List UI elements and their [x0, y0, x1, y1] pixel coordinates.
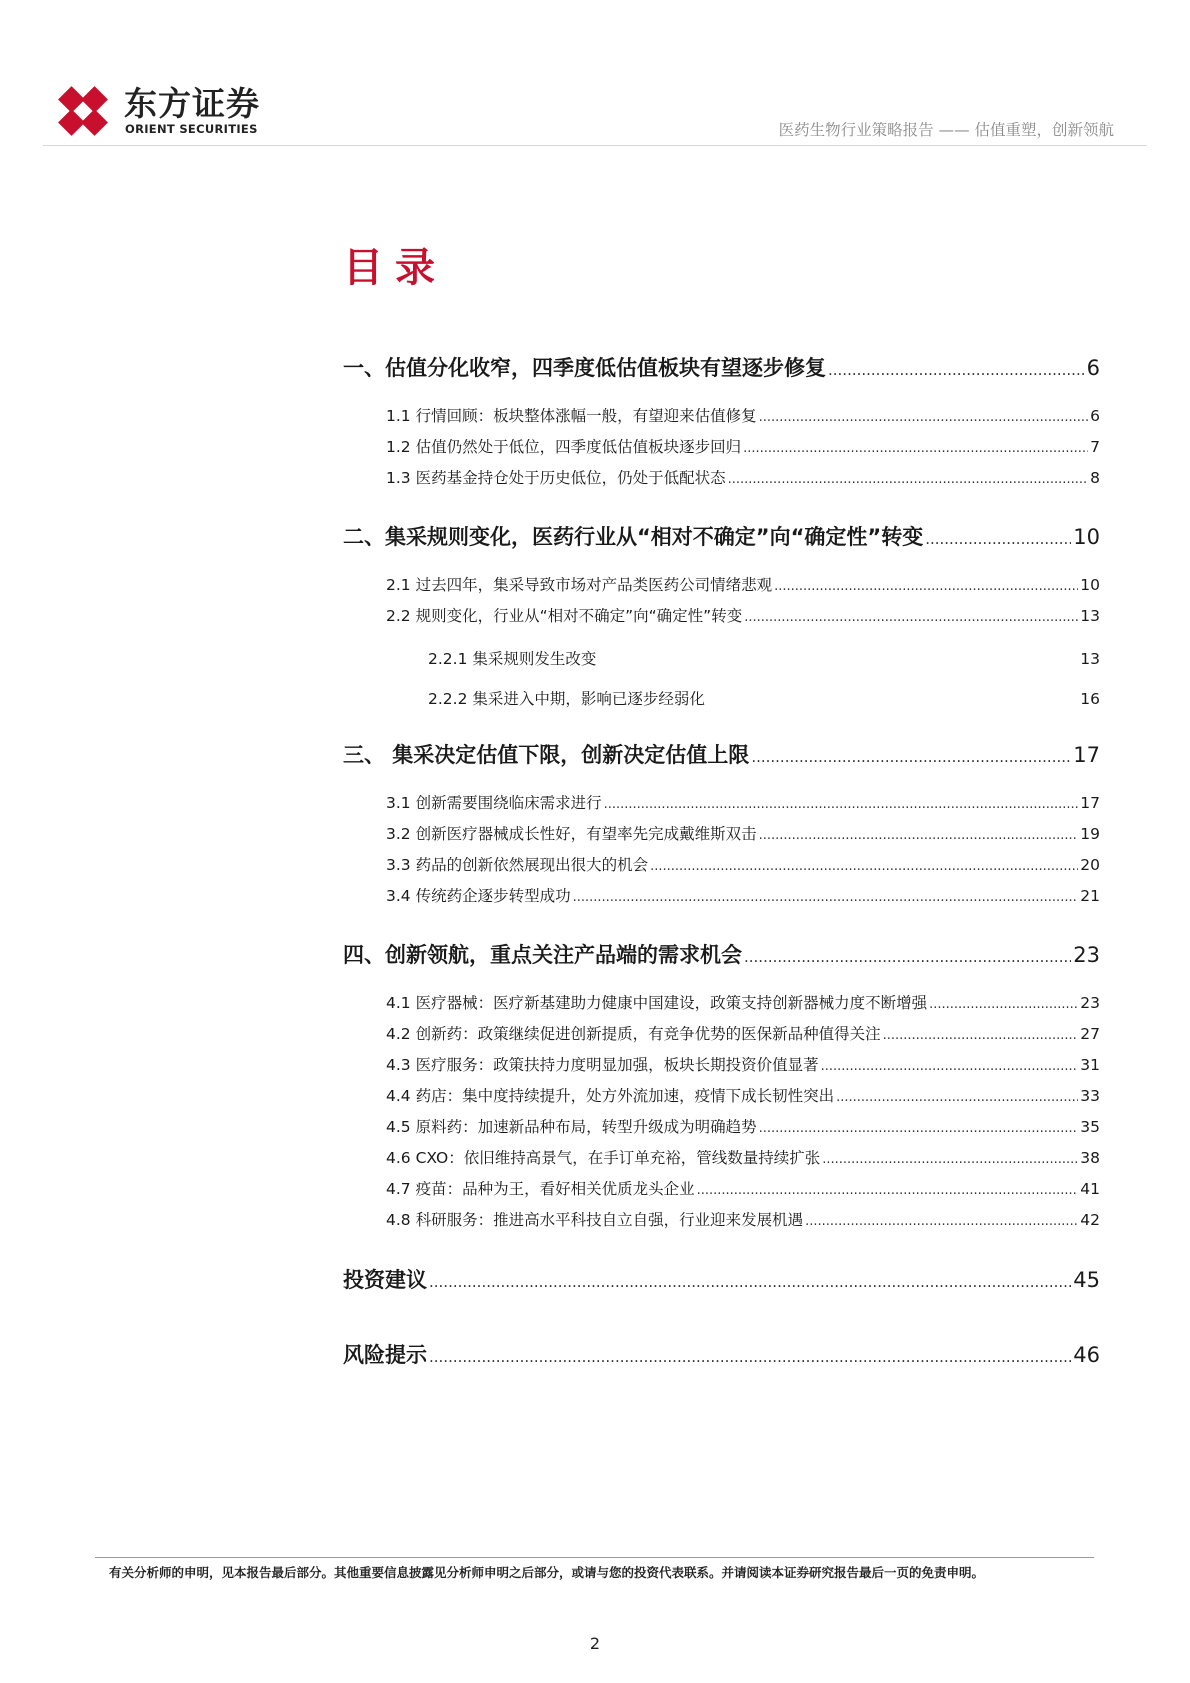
- toc-entry-level2[interactable]: [386, 1208, 1100, 1230]
- toc-entry-level2[interactable]: [386, 991, 1100, 1013]
- toc-entry-title: 4.3 医疗服务：政策扶持力度明显加强，板块长期投资价值显著: [386, 1056, 819, 1074]
- orient-securities-logo-icon: [56, 84, 110, 138]
- toc-entry-page: 17: [1073, 743, 1100, 767]
- page-number: 2: [589, 1634, 601, 1653]
- toc-dot-leader: [929, 997, 1078, 1012]
- toc-entry-page: 38: [1080, 1149, 1100, 1167]
- toc-entry-title: 4.7 疫苗：品种为王，看好相关优质龙头企业: [386, 1180, 695, 1198]
- toc-dot-leader: [604, 797, 1079, 812]
- toc-entry-title: 1.2 估值仍然处于低位，四季度低估值板块逐步回归: [386, 438, 742, 456]
- toc-entry-title: 3.1 创新需要围绕临床需求进行: [386, 794, 602, 812]
- toc-entry-title: 投资建议: [343, 1268, 427, 1292]
- footer-disclaimer: 有关分析师的申明，见本报告最后部分。其他重要信息披露见分析师申明之后部分，或请与您的投资代表联系。并请阅读本证券研究报告最后一页的免责申明。: [109, 1565, 985, 1580]
- toc-entry-level2[interactable]: [386, 404, 1100, 426]
- toc-entry-title: 3.4 传统药企逐步转型成功: [386, 887, 571, 905]
- toc-entry-title: 2.2.1 集采规则发生改变: [428, 650, 597, 668]
- toc-entry-level1[interactable]: [343, 521, 1100, 551]
- toc-entry-page: 23: [1080, 994, 1100, 1012]
- toc-entry-title: 二、集采规则变化，医药行业从“相对不确定”向“确定性”转变: [343, 525, 924, 549]
- toc-entry-title: 三、 集采决定估值下限，创新决定估值上限: [343, 743, 750, 767]
- toc-entry-page: 41: [1080, 1180, 1100, 1198]
- toc-entry-title: 4.6 CXO：依旧维持高景气，在手订单充裕，管线数量持续扩张: [386, 1149, 821, 1167]
- toc-dot-leader: [759, 410, 1089, 425]
- toc-entry-level2[interactable]: [386, 1084, 1100, 1106]
- toc-dot-leader: [650, 859, 1078, 874]
- toc-entry-title: 四、创新领航，重点关注产品端的需求机会: [343, 943, 742, 967]
- brand-name-en: ORIENT SECURITIES: [125, 122, 258, 136]
- toc-entry-level2[interactable]: [386, 853, 1100, 875]
- toc-dot-leader: [883, 1028, 1079, 1043]
- toc-dot-leader: [822, 1152, 1078, 1167]
- toc-entry-title: 2.2 规则变化，行业从“相对不确定”向“确定性”转变: [386, 607, 743, 625]
- toc-entry-title: 4.5 原料药：加速新品种布局，转型升级成为明确趋势: [386, 1118, 757, 1136]
- toc-entry-level2[interactable]: [386, 1146, 1100, 1168]
- toc-entry-page: 17: [1080, 794, 1100, 812]
- toc-dot-leader: [759, 828, 1079, 843]
- toc-entry-page: 6: [1090, 407, 1100, 425]
- toc-dot-leader: [744, 610, 1078, 625]
- footer-divider: [95, 1557, 1094, 1558]
- toc-entry-title: 3.3 药品的创新依然展现出很大的机会: [386, 856, 649, 874]
- toc-dot-leader: [774, 579, 1078, 594]
- toc-entry-page: 6: [1086, 356, 1100, 380]
- toc-entry-level2[interactable]: [386, 1022, 1100, 1044]
- toc-entry-page: 35: [1080, 1118, 1100, 1136]
- toc-entry-page: 45: [1073, 1268, 1100, 1292]
- toc-entry-title: 3.2 创新医疗器械成长性好，有望率先完成戴维斯双击: [386, 825, 757, 843]
- toc-entry-page: 21: [1080, 887, 1100, 905]
- toc-dot-leader: [697, 1183, 1079, 1198]
- toc-dot-leader: [759, 1121, 1079, 1136]
- toc-entry-level1[interactable]: [343, 739, 1100, 769]
- toc-entry-level2[interactable]: [386, 1177, 1100, 1199]
- toc-entry-level1[interactable]: [343, 1339, 1100, 1369]
- toc-entry-level2[interactable]: [386, 1115, 1100, 1137]
- toc-entry-title: 4.2 创新药：政策继续促进创新提质，有竞争优势的医保新品种值得关注: [386, 1025, 881, 1043]
- toc-entry-title: 1.3 医药基金持仓处于历史低位，仍处于低配状态: [386, 469, 726, 487]
- brand-name-cn: 东方证券: [124, 84, 260, 123]
- toc-dot-leader: [821, 1059, 1079, 1074]
- toc-entry-level2[interactable]: [386, 791, 1100, 813]
- toc-dot-leader: [573, 890, 1079, 905]
- toc-entry-page: 13: [1080, 607, 1100, 625]
- toc-entry-level3[interactable]: [428, 647, 1100, 669]
- toc-dot-leader: [836, 1090, 1078, 1105]
- toc-dot-leader: [805, 1214, 1078, 1229]
- toc-entry-page: 8: [1090, 469, 1100, 487]
- toc-entry-level2[interactable]: [386, 604, 1100, 626]
- toc-entry-level3[interactable]: [428, 687, 1100, 709]
- toc-dot-leader: [925, 530, 1071, 548]
- toc-entry-level1[interactable]: [343, 352, 1100, 382]
- toc-entry-page: 46: [1073, 1343, 1100, 1367]
- toc-entry-page: 19: [1080, 825, 1100, 843]
- toc-dot-leader: [429, 1273, 1071, 1291]
- toc-entry-page: 7: [1090, 438, 1100, 456]
- toc-entry-page: 23: [1073, 943, 1100, 967]
- toc-entry-title: 2.2.2 集采进入中期，影响已逐步经弱化: [428, 690, 705, 708]
- toc-dot-leader: [828, 361, 1085, 379]
- toc-entry-title: 1.1 行情回顾：板块整体涨幅一般，有望迎来估值修复: [386, 407, 757, 425]
- toc-entry-page: 16: [1080, 690, 1100, 708]
- toc-dot-leader: [728, 472, 1089, 487]
- toc-entry-page: 33: [1080, 1087, 1100, 1105]
- toc-entry-title: 2.1 过去四年，集采导致市场对产品类医药公司情绪悲观: [386, 576, 773, 594]
- toc-entry-page: 13: [1080, 650, 1100, 668]
- report-title: 医药生物行业策略报告 —— 估值重塑，创新领航: [778, 121, 1114, 139]
- toc-entry-title: 一、估值分化收窄，四季度低估值板块有望逐步修复: [343, 356, 826, 380]
- toc-heading: 目录: [343, 245, 447, 291]
- toc-entry-level2[interactable]: [386, 435, 1100, 457]
- toc-entry-page: 27: [1080, 1025, 1100, 1043]
- toc-entry-page: 20: [1080, 856, 1100, 874]
- toc-entry-level1[interactable]: [343, 939, 1100, 969]
- toc-entry-page: 10: [1080, 576, 1100, 594]
- toc-dot-leader: [429, 1348, 1071, 1366]
- toc-entry-title: 4.4 药店：集中度持续提升，处方外流加速，疫情下成长韧性突出: [386, 1087, 835, 1105]
- toc-entry-level2[interactable]: [386, 573, 1100, 595]
- toc-entry-title: 4.1 医疗器械：医疗新基建助力健康中国建设，政策支持创新器械力度不断增强: [386, 994, 928, 1012]
- toc-entry-title: 4.8 科研服务：推进高水平科技自立自强，行业迎来发展机遇: [386, 1211, 804, 1229]
- toc-entry-level2[interactable]: [386, 466, 1100, 488]
- header-divider: [43, 145, 1147, 146]
- toc-entry-page: 31: [1080, 1056, 1100, 1074]
- toc-dot-leader: [743, 441, 1088, 456]
- toc-entry-level2[interactable]: [386, 884, 1100, 906]
- toc-entry-level2[interactable]: [386, 1053, 1100, 1075]
- toc-entry-level2[interactable]: [386, 822, 1100, 844]
- toc-dot-leader: [744, 948, 1071, 966]
- toc-dot-leader: [751, 748, 1071, 766]
- toc-entry-level1[interactable]: [343, 1264, 1100, 1294]
- toc-entry-page: 42: [1080, 1211, 1100, 1229]
- toc-entry-title: 风险提示: [343, 1343, 427, 1367]
- toc-entry-page: 10: [1073, 525, 1100, 549]
